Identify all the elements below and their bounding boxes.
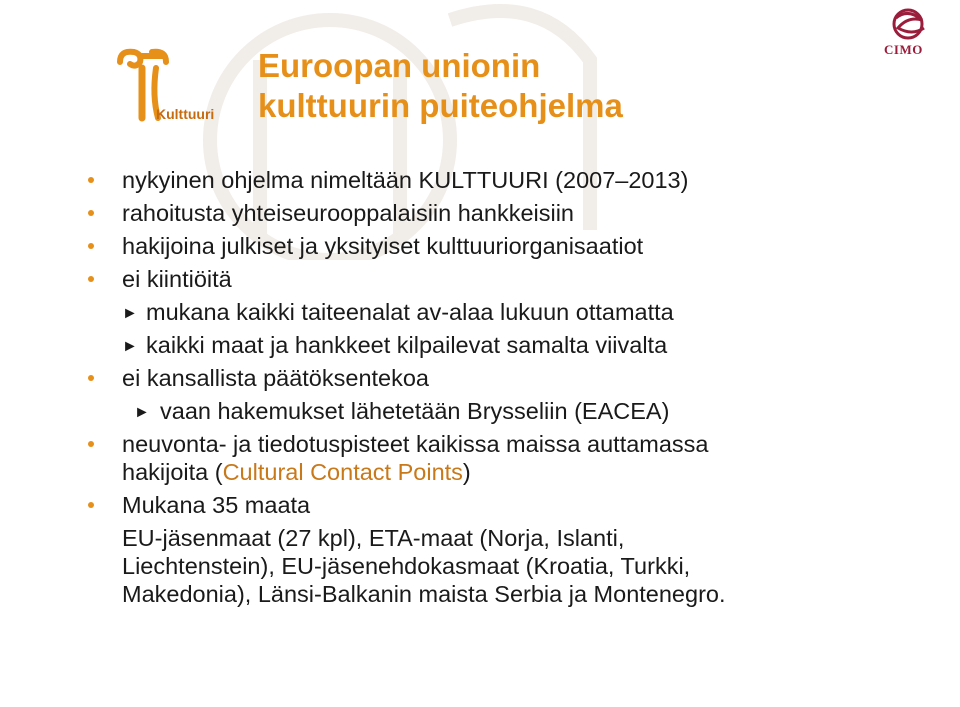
bullet-dot xyxy=(88,375,94,381)
arrow-icon: ► xyxy=(134,404,150,421)
kulttuuri-logo xyxy=(112,46,232,136)
page-title xyxy=(258,46,623,126)
bullet-dot xyxy=(88,210,94,216)
sub-item-text: mukana kaikki taiteenalat av-alaa lukuun ottamatta xyxy=(146,299,674,325)
sub-list-item xyxy=(88,397,928,430)
bullet-dot xyxy=(88,441,94,447)
bullet-dot xyxy=(88,243,94,249)
list-item xyxy=(88,232,928,265)
list-item-text: hakijoita ( xyxy=(122,459,223,485)
cultural-contact-points-highlight: Cultural Contact Points xyxy=(222,459,463,485)
list-item xyxy=(88,166,928,199)
sub-list-item xyxy=(88,298,928,331)
list-item-text: Mukana 35 maata xyxy=(122,492,311,518)
list-item xyxy=(88,265,928,298)
list-item xyxy=(88,364,928,397)
list-item-text: neuvonta- ja tiedotuspisteet kaikissa maissa auttamassa xyxy=(122,431,709,457)
arrow-icon: ► xyxy=(122,338,138,355)
cimo-logo xyxy=(878,6,938,62)
paragraph-text: Liechtenstein), EU-jäsenehdokasmaat (Kroatia, Turkki, xyxy=(122,553,691,579)
title-line-2: kulttuurin puiteohjelma xyxy=(258,87,623,124)
paragraph-line xyxy=(88,552,928,580)
list-item-text: ei kansallista päätöksentekoa xyxy=(122,365,430,391)
bullet-dot xyxy=(88,502,94,508)
list-item-text: hakijoina julkiset ja yksityiset kulttuuriorganisaatiot xyxy=(122,233,644,259)
list-item-text: ei kiintiöitä xyxy=(122,266,232,292)
bullet-dot xyxy=(88,177,94,183)
paragraph-line xyxy=(88,580,928,608)
logo-label: Kulttuuri xyxy=(156,106,215,122)
list-item-text: ) xyxy=(462,459,471,485)
paragraph-text: Makedonia), Länsi-Balkanin maista Serbia ja Montenegro. xyxy=(122,581,726,607)
list-item xyxy=(88,491,928,524)
list-item-text: rahoitusta yhteiseurooppalaisiin hankkeisiin xyxy=(122,200,574,226)
list-item xyxy=(88,199,928,232)
title-line-1: Euroopan unionin xyxy=(258,47,541,84)
sub-item-text: kaikki maat ja hankkeet kilpailevat samalta viivalta xyxy=(146,332,668,358)
paragraph-line xyxy=(88,524,928,552)
bullet-dot xyxy=(88,276,94,282)
cimo-label: CIMO xyxy=(884,42,923,57)
list-item-continuation xyxy=(88,458,928,491)
paragraph-text: EU-jäsenmaat (27 kpl), ETA-maat (Norja, Islanti, xyxy=(122,525,625,551)
sub-list-item xyxy=(88,331,928,364)
sub-item-text: vaan hakemukset lähetetään Brysseliin (EACEA) xyxy=(160,398,670,424)
list-item xyxy=(88,430,928,458)
bullet-list xyxy=(88,166,928,608)
list-item-text: nykyinen ohjelma nimeltään KULTTUURI (2007–2013) xyxy=(122,167,689,193)
arrow-icon: ► xyxy=(122,305,138,322)
